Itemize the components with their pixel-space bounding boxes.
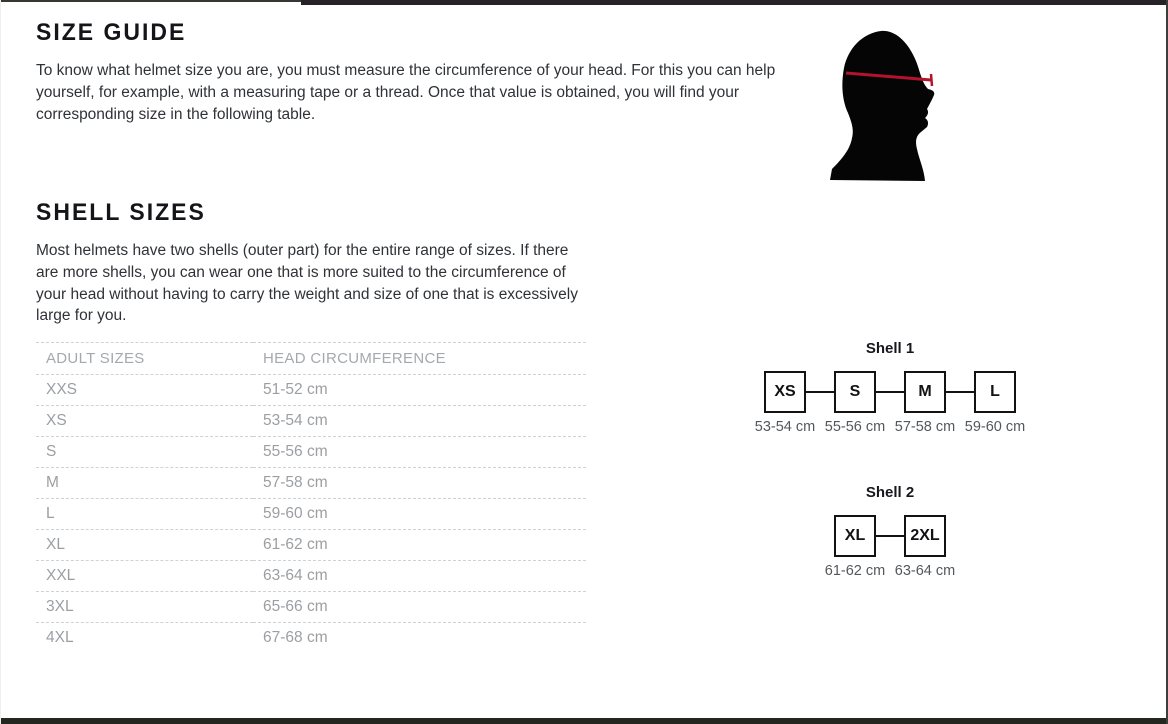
shell-1-diagram — [754, 340, 1026, 435]
connector-line — [876, 391, 904, 393]
circumference-cell: 61-62 cm — [253, 530, 586, 561]
circumference-cell: 59-60 cm — [253, 499, 586, 530]
connector-line — [806, 391, 834, 393]
circumference-cell: 53-54 cm — [253, 406, 586, 437]
table-row — [36, 468, 586, 499]
column-header-adult-sizes: ADULT SIZES — [36, 343, 253, 375]
shell-1-title: Shell 1 — [865, 340, 915, 357]
circumference-cell: 55-56 cm — [253, 437, 586, 468]
table-row — [36, 561, 586, 592]
size-cell: 3XL — [36, 592, 253, 623]
measure-line-endcap — [931, 74, 932, 86]
table-row — [36, 437, 586, 468]
circumference-cell: 63-64 cm — [253, 561, 586, 592]
size-cell: S — [36, 437, 253, 468]
shell-sizes-description-text: Most helmets have two shells (outer part) for the entire range of sizes. If there are more shells, you can wear one that is more suited to the circumference of your head without having to carry the weight and size of one that is excessively large for you. — [36, 242, 578, 325]
table-row — [36, 499, 586, 530]
size-box-xs: XS — [764, 371, 806, 413]
range-label: 63-64 cm — [894, 563, 956, 579]
table-row — [36, 375, 586, 406]
range-label: 53-54 cm — [754, 419, 816, 435]
range-label: 59-60 cm — [964, 419, 1026, 435]
circumference-cell: 57-58 cm — [253, 468, 586, 499]
range-label: 61-62 cm — [824, 563, 886, 579]
size-guide-heading: SIZE GUIDE — [36, 18, 187, 46]
size-cell: XXS — [36, 375, 253, 406]
size-cell: XL — [36, 530, 253, 561]
size-box-m: M — [904, 371, 946, 413]
column-header-head-circumference: HEAD CIRCUMFERENCE — [253, 343, 586, 375]
size-cell: 4XL — [36, 623, 253, 654]
shell-2-diagram — [824, 484, 956, 579]
size-cell: XS — [36, 406, 253, 437]
shell-2-title: Shell 2 — [865, 484, 915, 501]
size-cell: L — [36, 499, 253, 530]
size-box-xl: XL — [834, 515, 876, 557]
connector-line — [946, 391, 974, 393]
size-cell: M — [36, 468, 253, 499]
size-box-l: L — [974, 371, 1016, 413]
table-row — [36, 530, 586, 561]
table-row — [36, 406, 586, 437]
size-box-2xl: 2XL — [904, 515, 946, 557]
connector-line — [876, 535, 904, 537]
size-guide-intro-text: To know what helmet size you are, you must measure the circumference of your head. For this you can help yourself, for example, with a measuring tape or a thread. Once that value is obtained, you will find your corresponding size in the following table. — [36, 62, 776, 123]
circumference-cell: 51-52 cm — [253, 375, 586, 406]
head-silhouette-icon — [829, 28, 947, 186]
shell-1-ranges — [750, 419, 1026, 435]
size-box-s: S — [834, 371, 876, 413]
table-row — [36, 623, 586, 654]
size-cell: XXL — [36, 561, 253, 592]
shell-sizes-heading: SHELL SIZES — [36, 198, 206, 226]
adult-sizes-table — [36, 342, 586, 654]
bottom-cropped-bar — [1, 718, 1168, 724]
circumference-cell: 65-66 cm — [253, 592, 586, 623]
range-label: 57-58 cm — [894, 419, 956, 435]
range-label: 55-56 cm — [824, 419, 886, 435]
shell-2-ranges — [820, 563, 956, 579]
shell-1-boxes — [764, 371, 1016, 413]
table-header-row — [36, 343, 586, 375]
table-row — [36, 592, 586, 623]
shell-2-boxes — [834, 515, 946, 557]
top-cropped-bar — [301, 0, 1168, 5]
circumference-cell: 67-68 cm — [253, 623, 586, 654]
